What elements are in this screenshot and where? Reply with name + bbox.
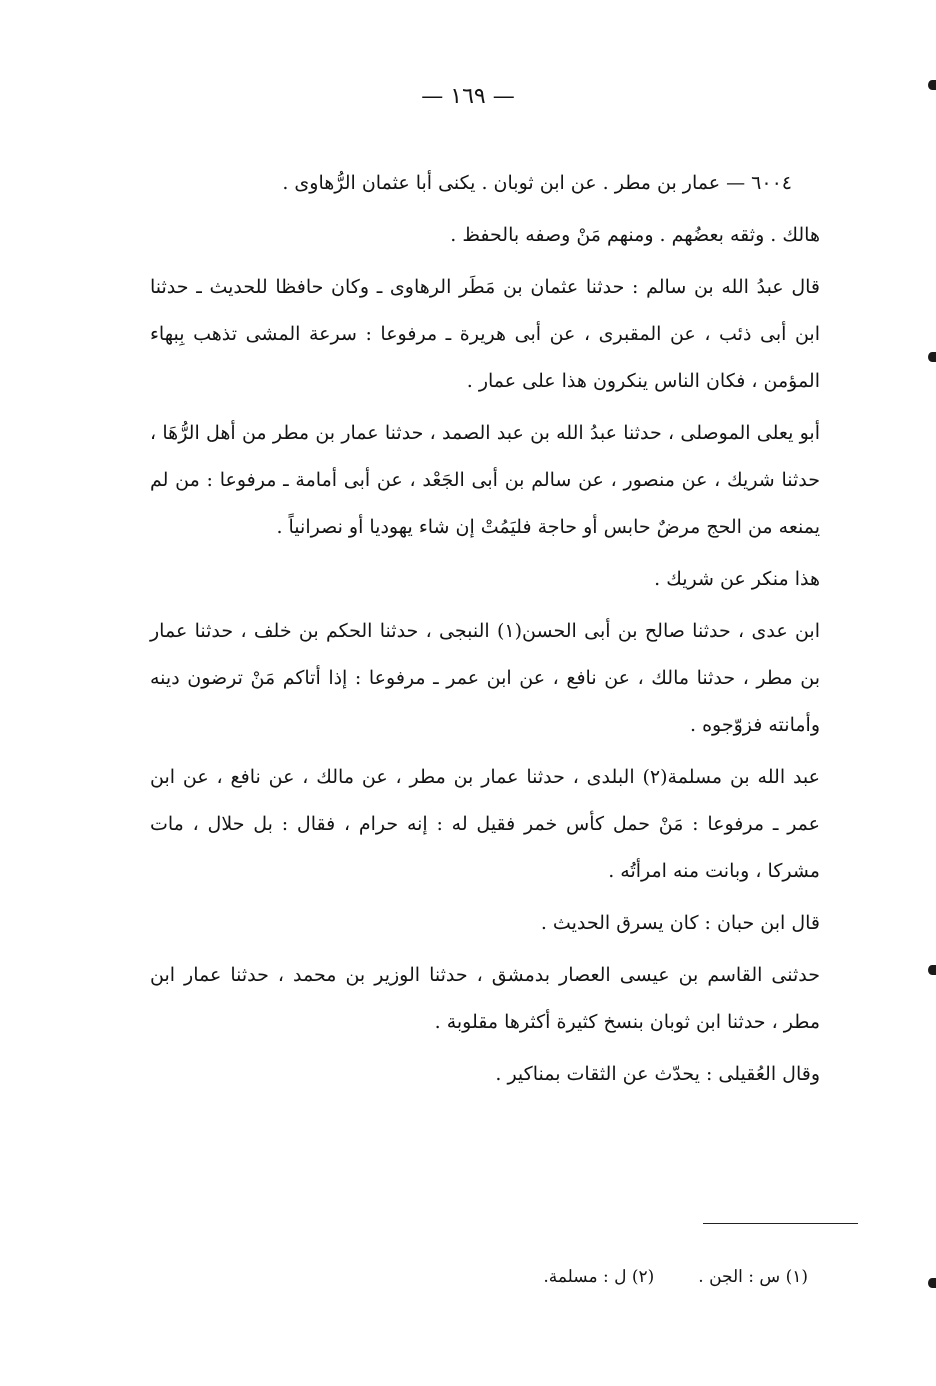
edge-mark [928, 352, 936, 362]
paragraph-assessment: هالك . وثقه بعضُهم . ومنهم مَنْ وصفه بالحفظ . [450, 224, 820, 246]
footnote-1: (١) س : الجن . [698, 1267, 808, 1287]
footnotes [499, 1263, 808, 1291]
paragraph-comment-2: قال ابن حبان : كان يسرق الحديث . [540, 912, 820, 934]
paragraph-comment-3: وقال العُقيلى : يحدّث عن الثقات بمناكير . [495, 1063, 820, 1085]
paragraph-hadith-3: ابن عدى ، حدثنا صالح بن أبى الحسن(١) النبجى ، حدثنا الحكم بن خلف ، حدثنا عمار بن مطر ، حدثنا مالك ، عن نافع ، عن ابن عمر ـ مرفوعا : إذا أتاكم مَنْ ترضون دينه وأمانته فزوّجوه . [150, 620, 821, 736]
edge-mark [928, 1278, 936, 1288]
edge-mark [928, 965, 936, 975]
paragraph-hadith-2: أبو يعلى الموصلى ، حدثنا عبدُ الله بن عبد الصمد ، حدثنا عمار بن مطر من أهل الرُّهَا ، حدثنا شريك ، عن منصور ، عن سالم بن أبى الجَعْد ، عن أبى أمامة ـ مرفوعا : من لم يمنعه من الحج مرضٌ حابس أو حاجة فليَمُتْ إن شاء يهوديا أو نصرانياً . [150, 422, 820, 538]
paragraph-hadith-5: حدثنى القاسم بن عيسى العصار بدمشق ، حدثنا الوزير بن محمد ، حدثنا عمار ابن مطر ، حدثنا ابن ثوبان بنسخ كثيرة أكثرها مقلوبة . [150, 964, 820, 1033]
footnote-divider [703, 1223, 858, 1224]
paragraph-entry-heading: ٦٠٠٤ — عمار بن مطر . عن ابن ثوبان . يكنى أبا عثمان الرُّهاوى . [282, 172, 792, 194]
edge-mark [928, 80, 936, 90]
page-number: — ١٦٩ — [421, 84, 515, 109]
footnote-2: (٢) ل : مسلمة. [543, 1267, 655, 1287]
paragraph-comment-1: هذا منكر عن شريك . [654, 568, 820, 590]
paragraph-hadith-1: قال عبدُ الله بن سالم : حدثنا عثمان بن مَطَر الرهاوى ـ وكان حافظا للحديث ـ حدثنا ابن أبى ذئب ، عن المقبرى ، عن أبى هريرة ـ مرفوعا : سرعة المشى تذهب بِبهاء المؤمن ، فكان الناس ينكرون هذا على عمار . [150, 276, 820, 392]
main-text [150, 160, 848, 1103]
paragraph-hadith-4: عبد الله بن مسلمة(٢) البلدى ، حدثنا عمار بن مطر ، عن مالك ، عن نافع ، عن ابن عمر ـ مرفوعا : مَنْ حمل كأس خمر فقيل له : إنه حرام ، فقال : بل حلال ، مات مشركا ، وبانت منه امرأتُه . [150, 766, 820, 882]
